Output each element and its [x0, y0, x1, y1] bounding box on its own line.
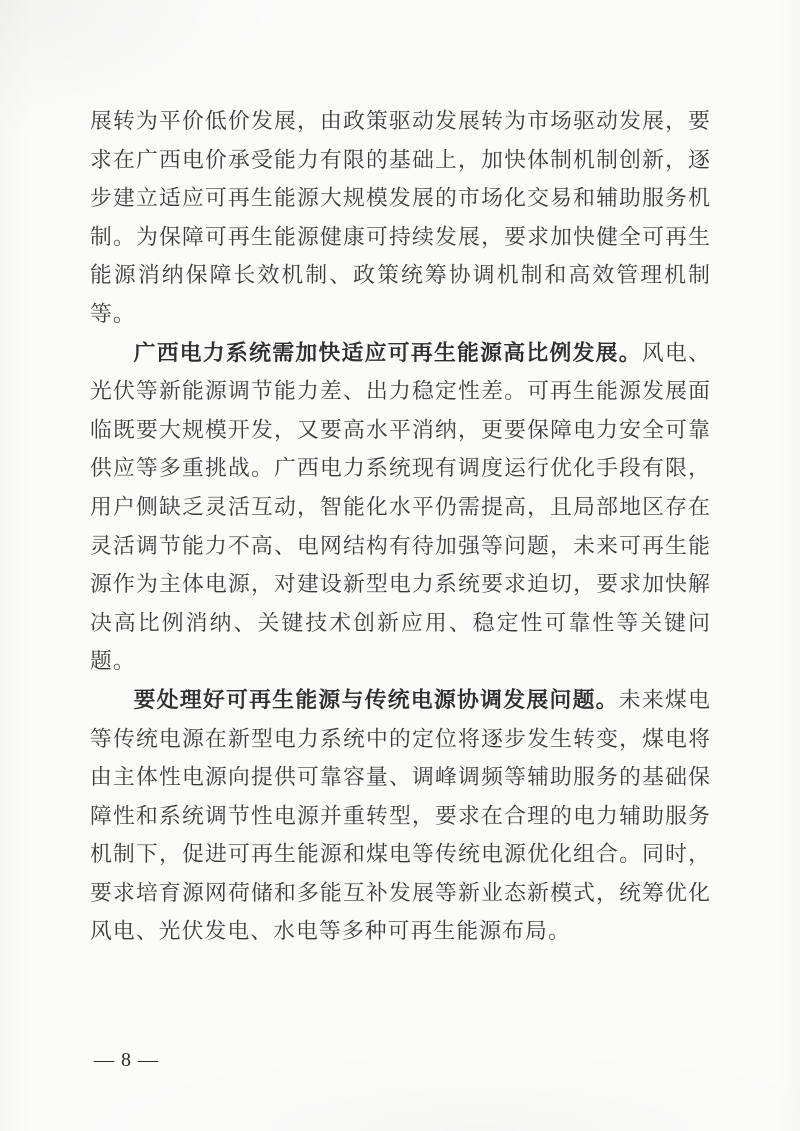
paragraph-bold-lead: 广西电力系统需加快适应可再生能源高比例发展。	[133, 340, 642, 365]
paragraph-text: 未来煤电等传统电源在新型电力系统中的定位将逐步发生转变，煤电将由主体性电源向提供可靠容量、调峰调频等辅助服务的基础保障性和系统调节性电源并重转型，要求在合理的电力辅助服务机制下，促进可再生能源和煤电等传统电源优化组合。同时，要求培育源网荷储和多能互补发展等新业态新模式，统筹优化风电、光伏发电、水电等多种可再生能源布局。	[90, 687, 711, 944]
paragraph-text: 风电、光伏等新能源调节能力差、出力稳定性差。可再生能源发展面临既要大规模开发，又要高水平消纳，更要保障电力安全可靠供应等多重挑战。广西电力系统现有调度运行优化手段有限，用户侧缺乏灵活互动，智能化水平仍需提高，且局部地区存在灵活调节能力不高、电网结构有待加强等问题，未来可再生能源作为主体电源，对建设新型电力系统要求迫切，要求加快解决高比例消纳、关键技术创新应用、稳定性可靠性等关键问题。	[90, 340, 711, 674]
page-number: — 8 —	[94, 1049, 159, 1071]
paragraph-power-system	[90, 334, 711, 681]
paragraph-text: 展转为平价低价发展，由政策驱动发展转为市场驱动发展，要求在广西电价承受能力有限的基础上，加快体制机制创新，逐步建立适应可再生能源大规模发展的市场化交易和辅助服务机制。为保障可再生能源健康可持续发展，要求加快健全可再生能源消纳保障长效机制、政策统筹协调机制和高效管理机制等。	[90, 109, 711, 326]
body-text	[90, 102, 711, 951]
paragraph-continuation	[90, 102, 711, 334]
paragraph-bold-lead: 要处理好可再生能源与传统电源协调发展问题。	[133, 687, 619, 712]
paragraph-coordination	[90, 681, 711, 951]
